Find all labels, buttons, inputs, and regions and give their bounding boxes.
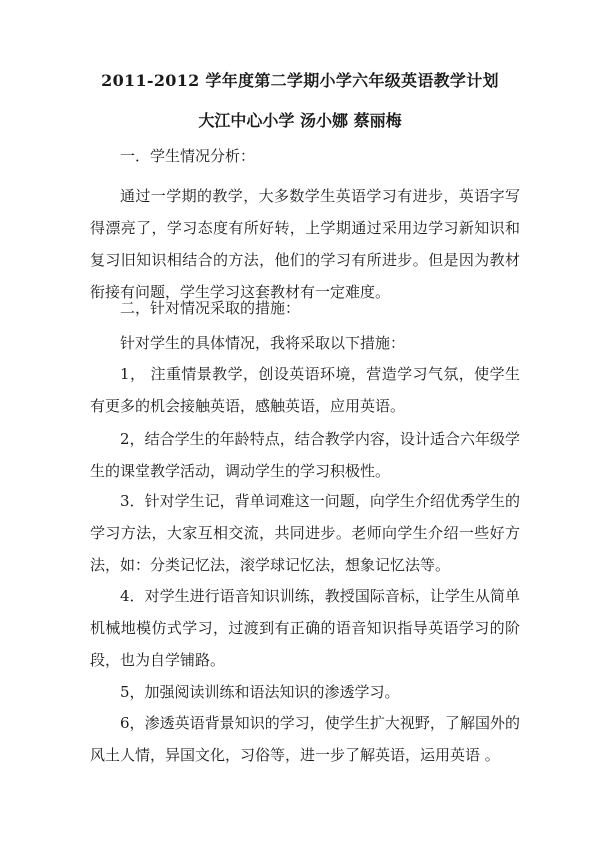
measure-item-4: 4．对学生进行语音知识训练，教授国际音标，让学生从简单机械地模仿式学习，过渡到有正确的语音知识指导英语学习的阶段，也为自学铺路。 — [90, 587, 520, 669]
measure-item-5: 5，加强阅读训练和语法知识的渗透学习。 — [120, 683, 400, 701]
section1-body: 通过一学期的教学，大多数学生英语学习有进步，英语字写得漂亮了，学习态度有所好转，上学期通过采用边学习新知识和复习旧知识相结合的方法，他们的学习有所进步。但是因为教材衔接有问题，学生学习这套教材有一定难度。 — [90, 187, 520, 301]
measure-item-3: 3．针对学生记，背单词难这一问题，向学生介绍优秀学生的学习方法，大家互相交流，共同进步。老师向学生介绍一些好方法，如：分类记忆法，滚学球记忆法，想象记忆法等。 — [90, 492, 520, 574]
section2-heading: 二，针对情况采取的措施： — [120, 299, 301, 317]
document-author: 大江中心小学 汤小娜 蔡丽梅 — [198, 111, 402, 130]
measure-item-1: 1， 注重情景教学，创设英语环境，营造学习气氛，使学生有更多的机会接触英语，感触英语，应用英语。 — [90, 365, 520, 415]
measure-item-2: 2，结合学生的年龄特点，结合教学内容，设计适合六年级学生的课堂教学活动，调动学生的学习积极性。 — [90, 430, 520, 480]
section2-intro: 针对学生的具体情况，我将采取以下措施： — [120, 334, 406, 352]
measure-item-6: 6，渗透英语背景知识的学习，使学生扩大视野，了解国外的风土人情，异国文化，习俗等，进一步了解英语，运用英语 。 — [90, 714, 520, 764]
document-title: 2011-2012 学年度第二学期小学六年级英语教学计划 — [101, 71, 499, 90]
section1-heading: 一．学生情况分析： — [120, 147, 256, 165]
